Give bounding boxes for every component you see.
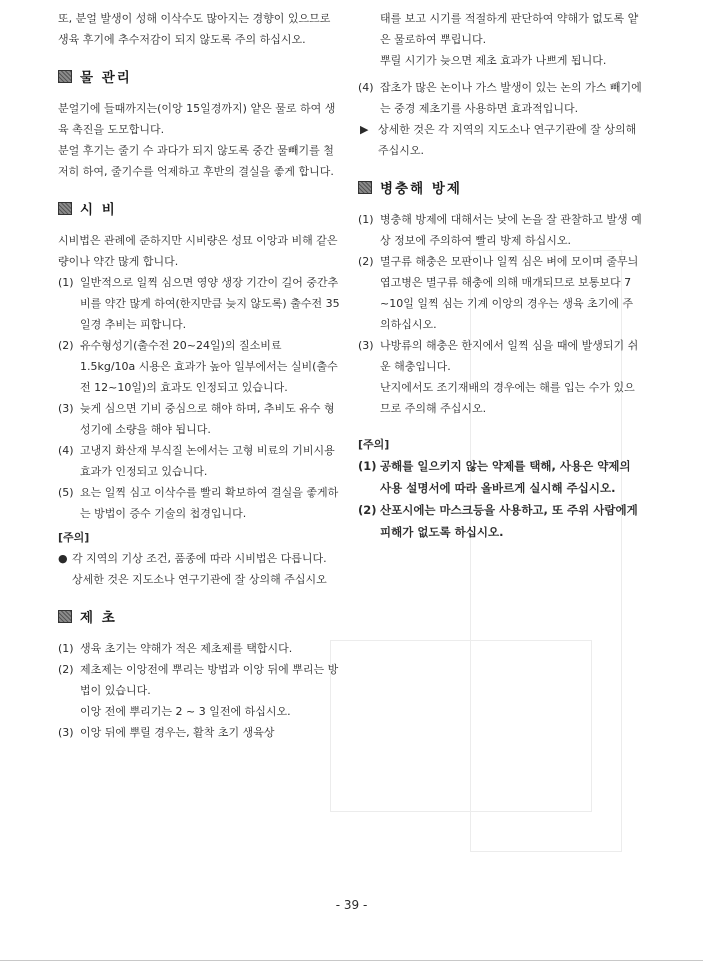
item-number: (3): [358, 339, 374, 352]
caution-item: [358, 499, 642, 543]
item-number: (2): [358, 255, 374, 268]
bleed-through-frame-2: [330, 640, 592, 812]
item-number: (1): [358, 213, 374, 226]
item-number: (2): [58, 663, 74, 676]
note-label: [주의]: [58, 531, 90, 544]
list-item: [58, 659, 340, 722]
section-square-icon: [58, 70, 72, 83]
item-number: (2): [58, 339, 74, 352]
item-number: (4): [58, 444, 74, 457]
caution-label: [주의]: [358, 438, 390, 451]
bottom-divider: [0, 960, 703, 961]
item-text: 잡초가 많은 논이나 가스 발생이 있는 논의 가스 빼기에는 중경 제초기를 사용하면 효과적입니다.: [380, 81, 642, 115]
section-square-icon: [58, 610, 72, 623]
list-item: [58, 335, 340, 398]
section-title: 시 비: [80, 202, 117, 218]
item-text: 멸구류 해충은 모판이나 일찍 심은 벼에 모이며 줄무늬 엽고병은 멸구류 해충에 의해 매개되므로 보통보다 7 ~10일 일찍 심는 기계 이앙의 경우는 생육 초기에 주의하십시오.: [380, 255, 639, 331]
item-number: (1): [58, 276, 74, 289]
list-item: [358, 209, 642, 251]
left-column: [58, 8, 340, 743]
right-column: [358, 8, 642, 543]
list-item: [358, 335, 642, 419]
item-number: (2): [358, 503, 377, 517]
section-title: 병충해 방제: [380, 181, 462, 197]
item-text: 유수형성기(출수전 20~24일)의 질소비료 1.5kg/10a 시용은 효과가 높아 일부에서는 실비(출수전 12~10일)의 효과도 인정되고 있습니다.: [80, 339, 338, 394]
fertilizer-intro: 시비법은 관례에 준하지만 시비량은 성묘 이앙과 비해 같은량이나 약간 많게 합니다.: [58, 234, 338, 268]
item-number: (1): [358, 459, 377, 473]
section-heading-weeding: [58, 606, 340, 626]
section-heading-water: [58, 66, 340, 86]
weeding-continued: 태를 보고 시기를 적절하게 판단하여 약해가 없도록 얕은 물로하여 뿌립니다.: [380, 12, 639, 46]
item-text: 산포시에는 마스크등을 사용하고, 또 주위 사람에게 피해가 없도록 하십시오.: [380, 503, 638, 539]
item-text: 병충해 방제에 대해서는 낮에 논을 잘 관찰하고 발생 예상 정보에 주의하여 빨리 방제 하십시오.: [380, 213, 642, 247]
item-number: (5): [58, 486, 74, 499]
list-item: [58, 398, 340, 440]
list-item: [358, 251, 642, 335]
water-paragraph-2: 분얼 후기는 줄기 수 과다가 되지 않도록 중간 물빼기를 철저히 하여, 줄기수를 억제하고 후반의 결실을 좋게 합니다.: [58, 144, 334, 178]
item-number: (3): [58, 726, 74, 739]
intro-paragraph: 또, 분얼 발생이 성해 이삭수도 많아지는 경향이 있으므로 생육 후기에 추수저감이 되지 않도록 주의 하십시오.: [58, 12, 331, 46]
item-extra-text: 이앙 전에 뿌리기는 2 ~ 3 일전에 하십시오.: [80, 705, 291, 718]
note-text: 각 지역의 기상 조건, 품종에 따라 시비법은 다릅니다. 상세한 것은 지도소나 연구기관에 잘 상의해 주십시오: [72, 552, 327, 586]
item-extra-text: 난지에서도 조기재배의 경우에는 해를 입는 수가 있으므로 주의해 주십시오.: [380, 381, 635, 415]
item-number: (4): [358, 81, 374, 94]
caution-item: [358, 455, 642, 499]
item-text: 제초제는 이앙전에 뿌리는 방법과 이앙 뒤에 뿌리는 방법이 있습니다.: [80, 663, 339, 697]
list-item: [358, 77, 642, 119]
item-text: 공해를 일으키지 않는 약제를 택해, 사용은 약제의 사용 설명서에 따라 올바르게 실시해 주십시오.: [380, 459, 631, 495]
item-text: 늦게 심으면 기비 중심으로 해야 하며, 추비도 유수 형성기에 소량을 해야 됩니다.: [80, 402, 335, 436]
list-item: [58, 722, 340, 743]
section-title: 물 관리: [80, 70, 132, 86]
bullet-dot-icon: ●: [58, 552, 68, 565]
arrow-note-text: 상세한 것은 각 지역의 지도소나 연구기관에 잘 상의해 주십시오.: [378, 123, 637, 157]
list-item: [58, 638, 340, 659]
arrow-note: [358, 119, 642, 161]
section-square-icon: [58, 202, 72, 215]
list-item: [58, 482, 340, 524]
section-square-icon: [358, 181, 372, 194]
section-title: 제 초: [80, 610, 117, 626]
item-text: 이앙 뒤에 뿌릴 경우는, 활착 초기 생육상: [80, 726, 275, 739]
item-number: (3): [58, 402, 74, 415]
item-text: 요는 일찍 심고 이삭수를 빨리 확보하여 결실을 좋게하는 방법이 증수 기술의 첩경입니다.: [80, 486, 339, 520]
water-paragraph-1: 분얼기에 들때까지는(이앙 15일경까지) 얕은 물로 하여 생육 촉진을 도모합니다.: [58, 102, 336, 136]
section-heading-fertilizer: [58, 198, 340, 218]
item-text: 고냉지 화산재 부식질 논에서는 고형 비료의 기비시용 효과가 인정되고 있습니다.: [80, 444, 335, 478]
page-number: - 39 -: [335, 898, 368, 912]
list-item: [58, 440, 340, 482]
item-text: 생육 초기는 약해가 적은 제초제를 택합시다.: [80, 642, 293, 655]
arrow-right-icon: ▶: [360, 123, 369, 136]
section-heading-pest: [358, 177, 642, 197]
note-bullet-item: [58, 548, 340, 590]
item-number: (1): [58, 642, 74, 655]
item-text: 나방류의 해충은 한지에서 일찍 심을 때에 발생되기 쉬운 해충입니다.: [380, 339, 639, 373]
weeding-continued-2: 뿌릴 시기가 늦으면 제초 효과가 나쁘게 됩니다.: [380, 54, 607, 67]
item-text: 일반적으로 일찍 심으면 영양 생장 기간이 길어 중간추비를 약간 많게 하여(한지만큼 늦지 않도록) 출수전 35일경 추비는 피합니다.: [80, 276, 340, 331]
list-item: [58, 272, 340, 335]
